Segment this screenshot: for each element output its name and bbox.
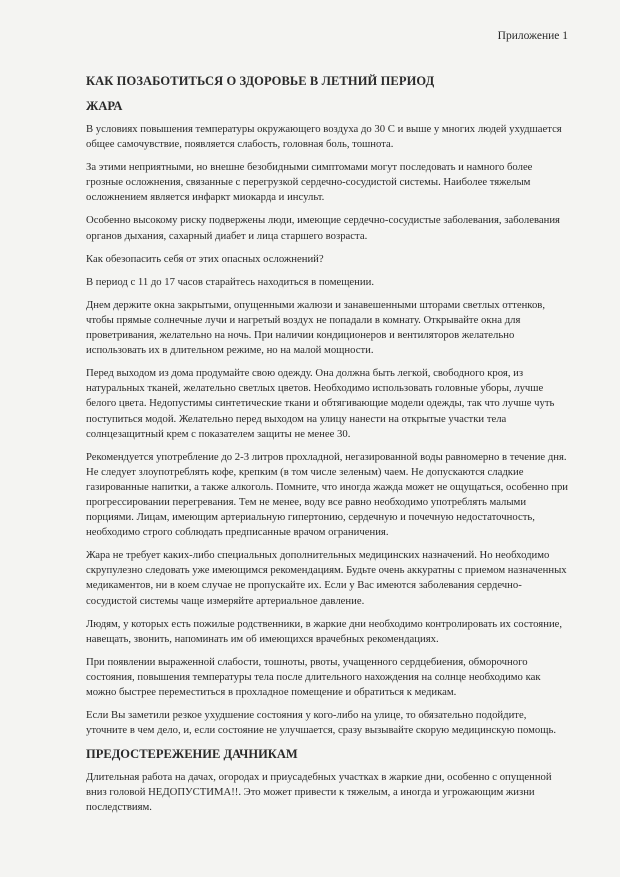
paragraph: В условиях повышения температуры окружающего воздуха до 30 С и выше у многих людей ухудшается общее самочувствие, появляется слабость, головная боль, тошнота.: [86, 123, 562, 151]
section-heading-gardeners: ПРЕДОСТЕРЕЖЕНИЕ ДАЧНИКАМ: [86, 747, 298, 762]
paragraph: Как обезопасить себя от этих опасных осложнений?: [86, 252, 324, 265]
paragraph: Жара не требует каких-либо специальных дополнительных медицинских назначений. Но необходимо скрупулезно следовать уже имеющимся рекомендациям. Будьте очень аккуратны с приемом назначенных медикаментов, ни в коем случае не пропускайте их. Если у Вас имеются заболевания сердечно-сосудистой системы чаще измеряйте артериальное давление.: [86, 549, 567, 607]
paragraph: Длительная работа на дачах, огородах и приусадебных участках в жаркие дни, особенно с опущенной вниз головой НЕДОПУСТИМА!!. Это может привести к тяжелым, а иногда и угрожающим жизни последствиям.: [86, 771, 552, 814]
paragraph: За этими неприятными, но внешне безобидными симптомами могут последовать и намного более грозные осложнения, связанные с перегрузкой сердечно-сосудистой системы. Наиболее тяжелым осложнением является инфаркт миокарда и инсульт.: [86, 161, 533, 204]
paragraph: В период с 11 до 17 часов старайтесь находиться в помещении.: [86, 275, 375, 288]
document-title: КАК ПОЗАБОТИТЬСЯ О ЗДОРОВЬЕ В ЛЕТНИЙ ПЕРИОД: [86, 74, 435, 88]
paragraph: Рекомендуется употребление до 2-3 литров прохладной, негазированной воды равномерно в течение дня. Не следует злоупотреблять кофе, крепким (в том числе зеленым) чаем. Не допускаются сладкие газированные напитки, а также алкоголь. Помните, что иногда жажда может не ощущаться, особенно при прогрессировании перегревания. Тем не менее, воду все равно необходимо употреблять малыми порциями. Лицам, имеющим артериальную гипертонию, сердечную и почечную недостаточность, необходимо строго соблюдать предписанные врачом ограничения.: [86, 450, 569, 539]
paragraph: Перед выходом из дома продумайте свою одежду. Она должна быть легкой, свободного кроя, из натуральных тканей, желательно светлых цветов. Необходимо использовать головные уборы, лучше белого цвета. Недопустимы синтетические ткани и обтягивающие модели одежды, так что лучше чуть поступиться модой. Желательно перед выходом на улицу нанести на открытые участки тела солнцезащитный крем с показателем защиты не менее 30.: [86, 367, 555, 440]
paragraph: Если Вы заметили резкое ухудшение состояния у кого-либо на улице, то обязательно подойдите, уточните в чем дело, и, если состояние не улучшается, сразу вызывайте скорую медицинскую помощь.: [86, 709, 557, 737]
appendix-label: Приложение 1: [497, 30, 568, 42]
paragraph: При появлении выраженной слабости, тошноты, рвоты, учащенного сердцебиения, обморочного состояния, повышения температуры тела после длительного нахождения на солнце необходимо как можно быстрее переместиться в прохладное помещение и обратиться к медикам.: [86, 655, 541, 698]
section-heading-heat: ЖАРА: [86, 99, 123, 113]
paragraph: Днем держите окна закрытыми, опущенными жалюзи и занавешенными шторами светлых оттенков, чтобы прямые солнечные лучи и нагретый воздух не попадали в комнату. Открывайте окна для проветривания, желательно на ночь. При наличии кондиционеров и вентиляторов желательно использовать их в длительном режиме, но на малой мощности.: [86, 298, 546, 357]
paragraph: Людям, у которых есть пожилые родственники, в жаркие дни необходимо контролировать их состояние, навещать, звонить, напоминать им об имеющихся врачебных рекомендациях.: [86, 617, 563, 645]
paragraph: Особенно высокому риску подвержены люди, имеющие сердечно-сосудистые заболевания, заболевания органов дыхания, сахарный диабет и лица старшего возраста.: [86, 214, 560, 242]
